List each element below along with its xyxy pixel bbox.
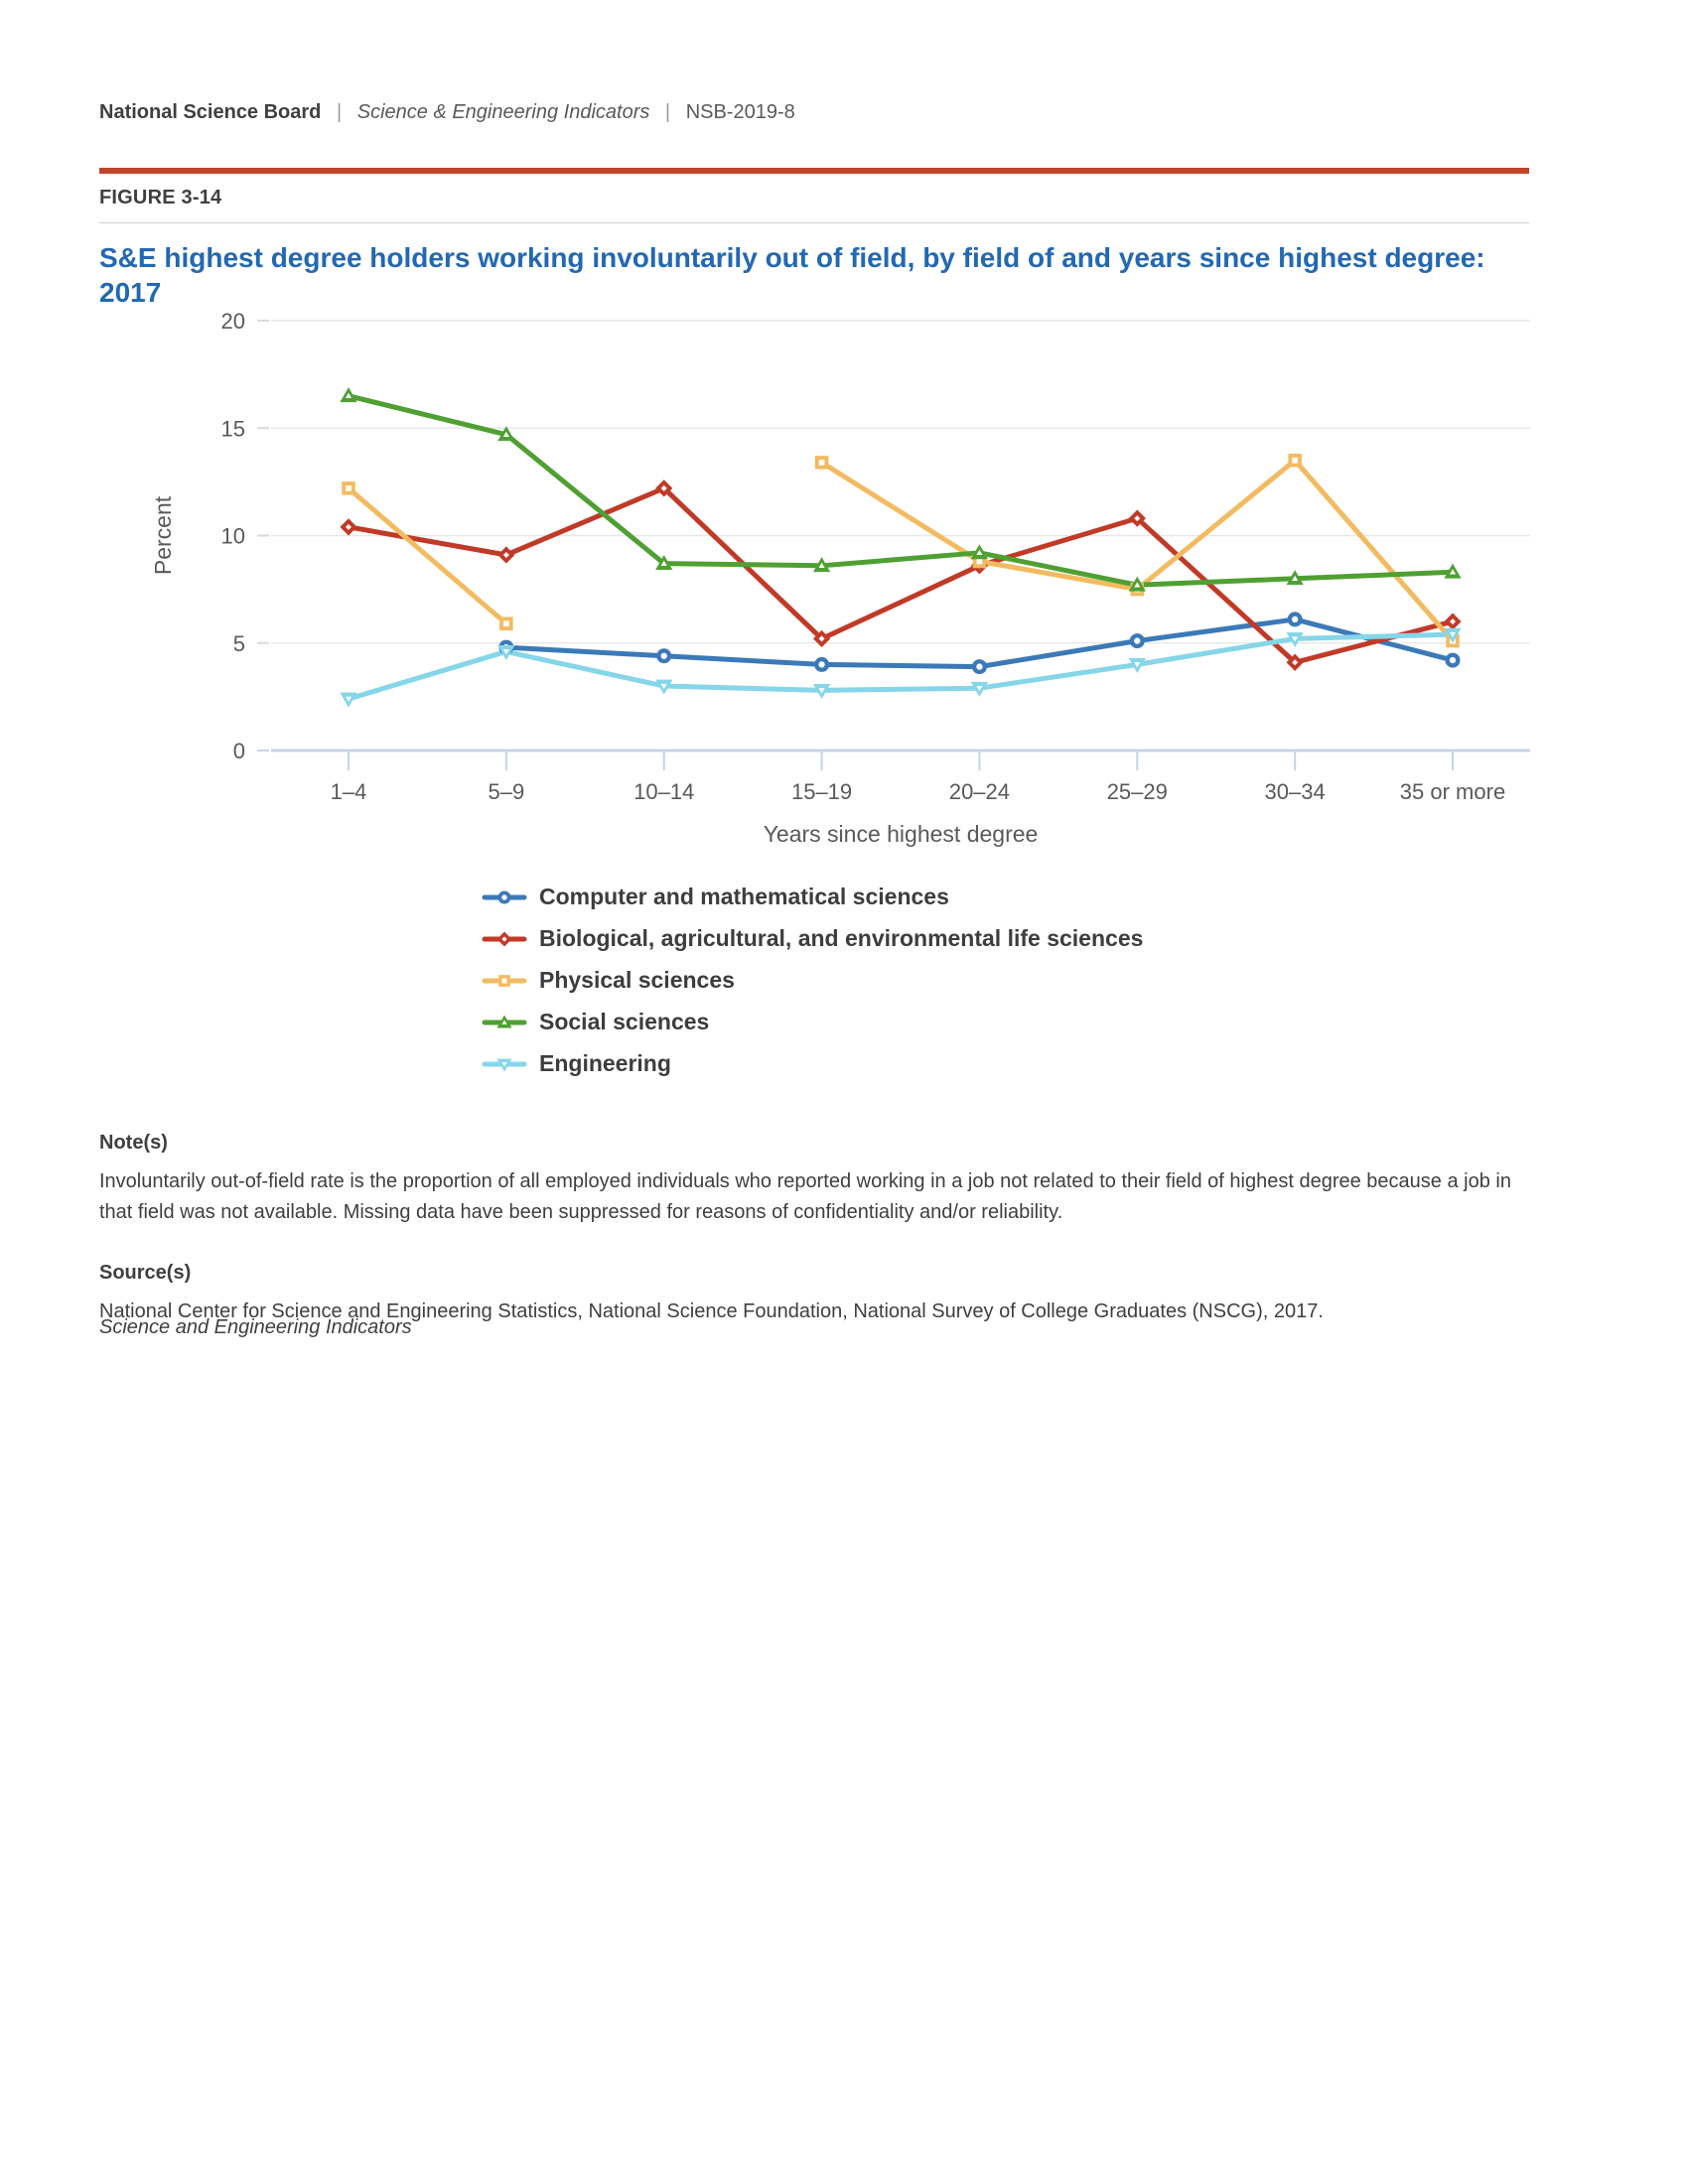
circle-marker	[656, 648, 671, 663]
legend-item	[482, 965, 1143, 996]
legend-marker-icon	[482, 887, 527, 907]
diamond-marker	[340, 518, 356, 535]
legend-item-label: Engineering	[539, 1050, 671, 1076]
series-line	[349, 396, 1453, 586]
square-marker	[498, 975, 510, 987]
legend-item-label: Social sciences	[539, 1009, 710, 1034]
x-axis-title: Years since highest degree	[763, 821, 1039, 847]
chart-legend	[482, 882, 1143, 1079]
figure-number: FIGURE 3-14	[99, 187, 222, 208]
legend-marker-icon	[482, 929, 527, 949]
x-tick-label: 25–29	[1106, 779, 1168, 804]
circle-marker	[972, 659, 987, 674]
circle-marker	[814, 657, 829, 672]
x-tick-label: 10–14	[633, 779, 695, 804]
x-tick-label: 1–4	[330, 779, 367, 804]
diamond-marker	[497, 931, 512, 946]
figure-title: S&E highest degree holders working involuntarily out of field, by field of and years since highest degree: 2017	[99, 242, 1485, 308]
divider-rule	[99, 222, 1529, 223]
breadcrumb	[99, 101, 795, 124]
legend-marker-icon	[482, 1013, 527, 1032]
legend-item	[482, 1048, 1143, 1079]
legend-item-label: Physical sciences	[539, 967, 735, 993]
accent-rule	[99, 168, 1529, 174]
x-tick-label: 20–24	[948, 779, 1011, 804]
y-tick-label: 5	[232, 630, 245, 656]
footer-publication: Science and Engineering Indicators	[99, 1316, 412, 1338]
circle-marker	[1130, 633, 1145, 648]
x-tick-label: 35 or more	[1399, 779, 1506, 804]
legend-marker-icon	[482, 971, 527, 991]
y-tick-label: 20	[220, 309, 245, 334]
triangle-marker	[340, 387, 356, 402]
triangle-down-marker	[340, 693, 356, 708]
y-tick-label: 15	[220, 416, 245, 442]
y-axis-title: Percent	[150, 495, 176, 576]
diamond-marker	[497, 546, 514, 563]
notes-text: Involuntarily out-of-field rate is the proportion of all employed individuals who reported working in a job not related to their field of highest degree because a job in that field was not available. Missing data have been suppressed for reasons of confidentiality and/or reliability.	[99, 1170, 1511, 1223]
notes-heading: Note(s)	[99, 1132, 168, 1154]
legend-item	[482, 882, 1143, 912]
square-marker	[815, 456, 829, 470]
sources-text: National Center for Science and Engineering Statistics, National Science Foundation, National Survey of College Graduates (NSCG), 2017.	[99, 1300, 1324, 1322]
legend-marker-icon	[482, 1054, 527, 1074]
legend-item-label: Biological, agricultural, and environmental life sciences	[539, 925, 1144, 951]
breadcrumb-separator: |	[664, 101, 671, 123]
breadcrumb-report-id: NSB-2019-8	[685, 101, 795, 123]
legend-item-label: Computer and mathematical sciences	[539, 884, 949, 909]
circle-marker	[498, 890, 511, 903]
square-marker	[342, 481, 355, 495]
line-chart	[0, 278, 1688, 854]
diamond-marker	[1444, 613, 1461, 629]
y-tick-label: 0	[232, 739, 245, 763]
x-tick-label: 30–34	[1264, 779, 1326, 804]
square-marker	[1288, 454, 1302, 468]
x-tick-label: 15–19	[790, 779, 853, 804]
y-tick-label: 10	[220, 523, 245, 549]
breadcrumb-publication: Science & Engineering Indicators	[356, 101, 650, 123]
circle-marker	[1288, 612, 1303, 626]
circle-marker	[1446, 653, 1461, 668]
x-tick-label: 5–9	[488, 779, 525, 804]
breadcrumb-brand: National Science Board	[99, 101, 322, 123]
sources-heading: Source(s)	[99, 1262, 192, 1284]
square-marker	[499, 617, 513, 631]
legend-item	[482, 1007, 1143, 1037]
breadcrumb-separator: |	[336, 101, 343, 123]
legend-item	[482, 923, 1143, 954]
